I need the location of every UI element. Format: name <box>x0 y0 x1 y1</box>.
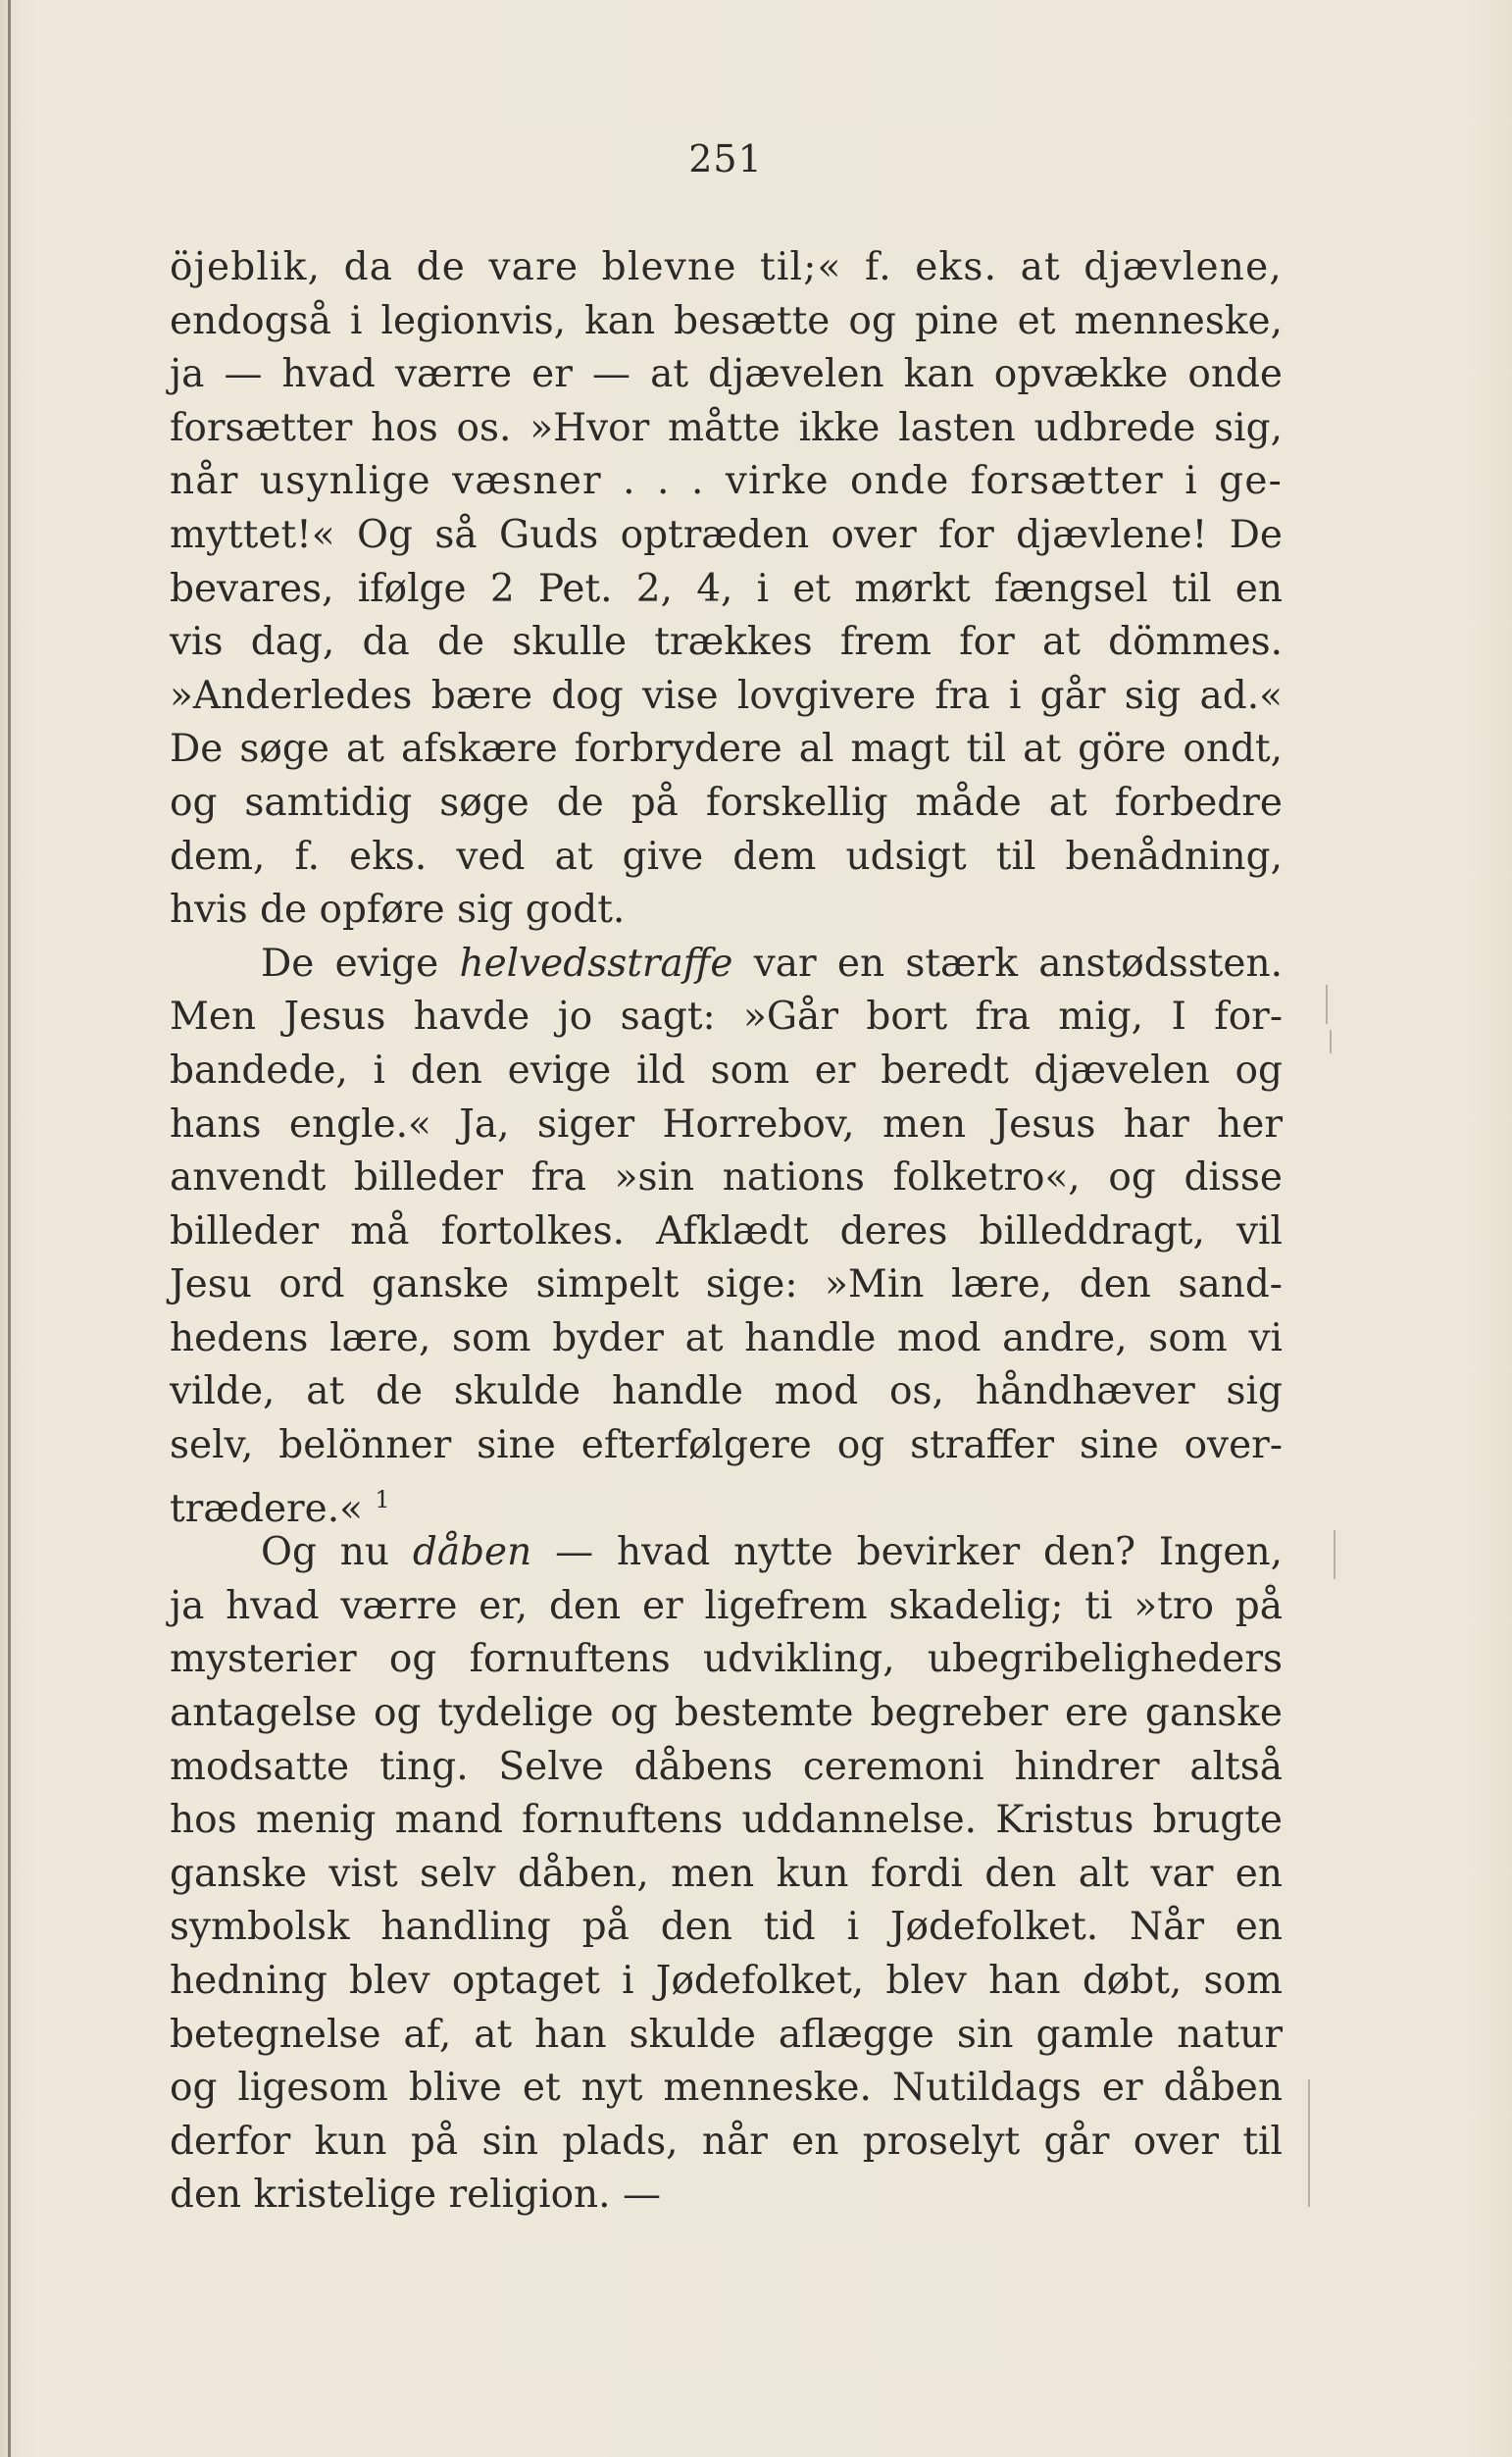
text-line: dem, f. eks. ved at give dem udsigt til benådning, <box>170 834 1283 879</box>
text-line: De søge at afskære forbrydere al magt til at göre ondt, <box>170 727 1283 772</box>
text-line: myttet!« Og så Guds optræden over for djævlene! De <box>170 512 1283 557</box>
text-line: modsatte ting. Selve dåbens ceremoni hindrer altså <box>170 1744 1283 1789</box>
text-line: anvendt billeder fra »sin nations folketro«, og disse <box>170 1155 1283 1201</box>
italic-term: dåben <box>412 1530 532 1575</box>
text-run: De evige <box>261 941 460 986</box>
text-line: billeder må fortolkes. Afklædt deres billeddragt, vil <box>170 1208 1283 1254</box>
text-line: bandede, i den evige ild som er beredt djævelen og <box>170 1048 1283 1093</box>
margin-pencil-mark <box>1334 1530 1336 1579</box>
text-line: og ligesom blive et nyt menneske. Nutildags er dåben <box>170 2066 1283 2111</box>
text-line: symbolsk handling på den tid i Jødefolket. Når en <box>170 1905 1283 1950</box>
footnote-marker: 1 <box>375 1485 390 1513</box>
text-line: antagelse og tydelige og bestemte begreber ere ganske <box>170 1691 1283 1736</box>
text-run: Og nu <box>261 1530 413 1575</box>
text-line: ja — hvad værre er — at djævelen kan opvække onde <box>170 352 1283 397</box>
text-line: hans engle.« Ja, siger Horrebov, men Jesus har her <box>170 1101 1283 1147</box>
text-line: derfor kun på sin plads, når en proselyt går over til <box>170 2119 1283 2164</box>
text-line: endogså i legionvis, kan besætte og pine et menneske, <box>170 298 1283 343</box>
text-run: var en stærk anstødssten. <box>732 941 1283 986</box>
margin-pencil-mark <box>1326 985 1328 1024</box>
text-line: ja hvad værre er, den er ligefrem skadelig; ti »tro på <box>170 1583 1283 1628</box>
page-number: 251 <box>688 137 763 180</box>
text-line: »Anderledes bære dog vise lovgivere fra i går sig ad.« <box>170 673 1283 718</box>
text-line: når usynlige væsner . . . virke onde forsætter i ge- <box>170 459 1283 504</box>
text-line: betegnelse af, at han skulde aflægge sin gamle natur <box>170 2012 1283 2057</box>
text-line: hvis de opføre sig godt. <box>170 888 626 933</box>
text-line: ganske vist selv dåben, men kun fordi den alt var en <box>170 1851 1283 1896</box>
body-text <box>170 241 1283 2223</box>
text-line: hedning blev optaget i Jødefolket, blev han døbt, som <box>170 1959 1283 2003</box>
text-line: öjeblik, da de vare blevne til;« f. eks. at djævlene, <box>170 245 1283 289</box>
text-line <box>170 938 1283 992</box>
text-line: Jesu ord ganske simpelt sige: »Min lære, den sand- <box>170 1262 1283 1307</box>
page-binding-edge <box>8 0 11 2457</box>
margin-pencil-mark <box>1308 2079 1310 2207</box>
text-line: den kristelige religion. — <box>170 2173 661 2218</box>
margin-pencil-mark <box>1330 1030 1332 1053</box>
text-line: hedens lære, som byder at handle mod andre, som vi <box>170 1315 1283 1360</box>
text-line: Men Jesus havde jo sagt: »Går bort fra mig, I for- <box>170 995 1283 1040</box>
text-line: bevares, ifølge 2 Pet. 2, 4, i et mørkt fængsel til en <box>170 566 1283 611</box>
text-line: selv, belönner sine efterfølgere og straffer sine over- <box>170 1423 1283 1468</box>
text-line: mysterier og fornuftens udvikling, ubegribeligheders <box>170 1637 1283 1682</box>
text-line: vis dag, da de skulle trækkes frem for at dömmes. <box>170 620 1283 665</box>
text-line: og samtidig søge de på forskellig måde at forbedre <box>170 780 1283 825</box>
text-line: forsætter hos os. »Hvor måtte ikke lasten udbrede sig, <box>170 405 1283 450</box>
text-line: hos menig mand fornuftens uddannelse. Kristus brugte <box>170 1798 1283 1843</box>
text-line: vilde, at de skulde handle mod os, håndhæver sig <box>170 1369 1283 1414</box>
text-run: trædere.« <box>170 1486 376 1531</box>
text-line <box>170 1526 1283 1580</box>
text-line <box>170 1473 1283 1531</box>
italic-term: helvedsstraffe <box>459 941 733 986</box>
text-run: — hvad nytte bevirker den? Ingen, <box>531 1530 1284 1575</box>
